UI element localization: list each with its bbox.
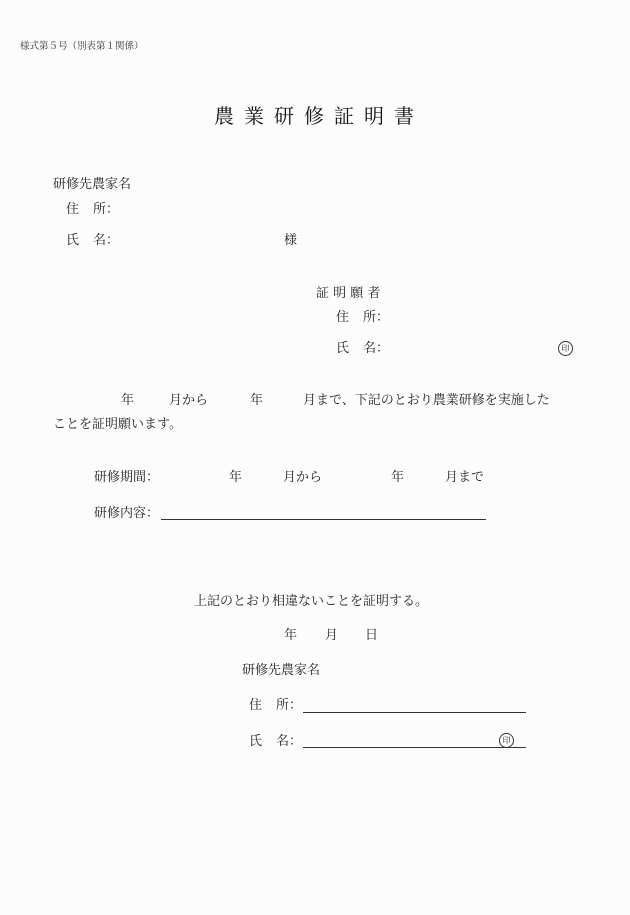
period-year1: 年: [229, 470, 243, 485]
request-line1-rest: 月まで、下記のとおり農業研修を実施した: [303, 393, 550, 408]
cert-address-underline[interactable]: [303, 712, 526, 713]
certification-statement: 上記のとおり相違ないことを証明する。: [194, 594, 429, 609]
content-underline[interactable]: [161, 519, 486, 520]
label-part: 所：: [276, 698, 303, 713]
label-part: 所：: [363, 310, 390, 325]
addressee-address-label: [66, 203, 119, 216]
applicant-heading: 証 明 願 者: [316, 286, 381, 301]
applicant-name-label: [336, 342, 389, 355]
request-line2: ことを証明願います。: [53, 417, 182, 432]
cert-address-label: [249, 699, 302, 712]
request-year2: 年: [250, 393, 264, 408]
date-year: 年: [284, 628, 298, 643]
label-part: 住: [336, 310, 350, 325]
label-part: 名：: [93, 233, 120, 248]
date-day: 日: [365, 628, 379, 643]
period-month-from: 月から: [283, 470, 323, 485]
label-part: 名：: [363, 341, 390, 356]
farm-heading: 研修先農家名: [242, 663, 321, 678]
cert-name-label: [249, 735, 302, 748]
request-year1: 年: [121, 393, 135, 408]
label-part: 氏: [249, 734, 263, 749]
content-label: 研修内容：: [94, 506, 160, 521]
date-month: 月: [325, 628, 339, 643]
label-part: 所：: [93, 202, 120, 217]
label-part: 住: [66, 202, 80, 217]
document-title: 農業研修証明書: [214, 104, 424, 128]
period-month-to: 月まで: [445, 470, 485, 485]
addressee-name-label: [66, 234, 119, 247]
label-part: 住: [249, 698, 263, 713]
addressee-heading: 研修先農家名: [53, 177, 132, 192]
period-label: 研修期間：: [94, 470, 160, 485]
label-part: 氏: [336, 341, 350, 356]
applicant-seal-icon: 印: [558, 341, 573, 356]
form-number: 様式第５号（別表第１関係）: [20, 41, 144, 52]
honorific-sama: 様: [284, 233, 298, 248]
label-part: 氏: [66, 233, 80, 248]
request-month-from: 月から: [169, 393, 209, 408]
period-year2: 年: [391, 470, 405, 485]
cert-seal-icon: 印: [499, 733, 514, 748]
cert-name-underline[interactable]: [303, 747, 526, 748]
label-part: 名：: [276, 734, 303, 749]
applicant-address-label: [336, 311, 389, 324]
